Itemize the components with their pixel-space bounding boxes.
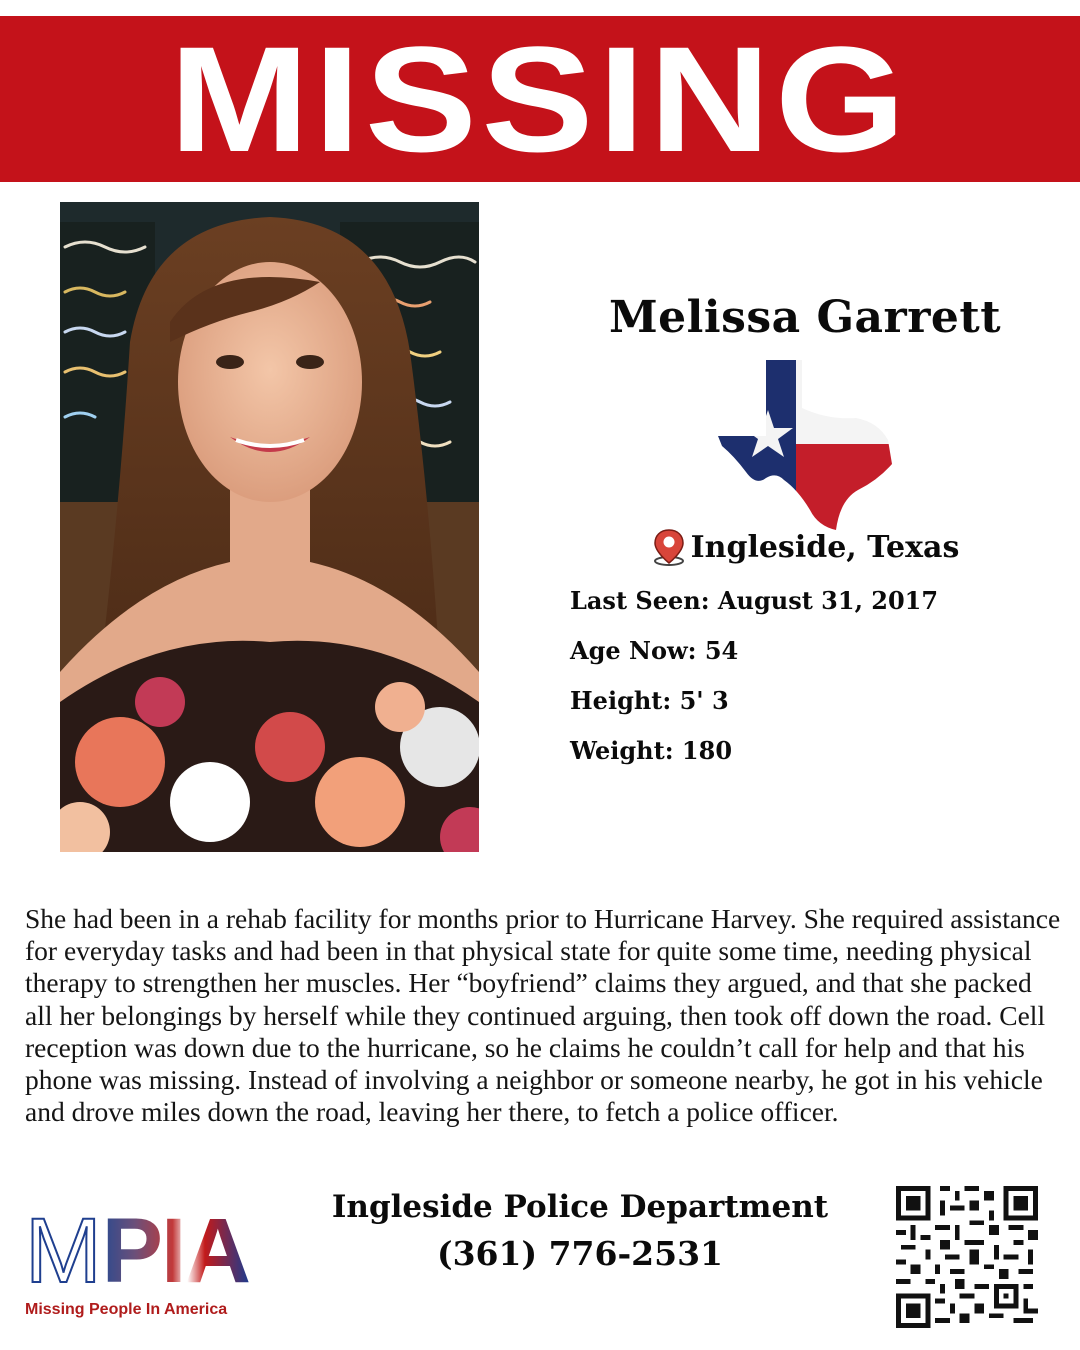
texas-flag-map <box>718 360 894 530</box>
last-known-location <box>540 528 1070 566</box>
missing-person-photo <box>60 202 479 852</box>
logo-letter-m: M <box>25 1200 102 1302</box>
contact-block <box>310 1186 850 1280</box>
logo-letters-pia: PIA <box>101 1200 250 1302</box>
case-description: She had been in a rehab facility for months prior to Hurricane Harvey. She required assistance for everyday tasks and had been in that physical state for quite some time, needing physical therapy to strengthen her muscles. Her “boyfriend” claims they argued, and that she packed all her belongings by herself while they continued arguing, then took off down the road. Cell reception was down due to the hurricane, so he claims he couldn’t call for help and that his phone was missing. Instead of involving a neighbor or someone nearby, he got in his vehicle and drove miles down the road, leaving her there, to fetch a police officer. <box>25 903 1061 1128</box>
location-text: Ingleside, Texas <box>690 529 960 565</box>
last-seen-date: Last Seen: August 31, 2017 <box>570 586 939 615</box>
missing-banner <box>0 16 1080 182</box>
contact-phone[interactable]: (361) 776-2531 <box>436 1234 724 1273</box>
person-name: Melissa Garrett <box>608 292 1002 343</box>
map-pin-icon <box>651 528 687 566</box>
weight: Weight: 180 <box>570 736 733 765</box>
mpia-logo <box>25 1200 277 1325</box>
age-now: Age Now: 54 <box>570 636 739 665</box>
height: Height: 5' 3 <box>570 686 729 715</box>
logo-tagline: Missing People In America <box>25 1301 228 1318</box>
banner-title: MISSING <box>169 15 911 183</box>
person-facts <box>570 585 938 785</box>
contact-organization: Ingleside Police Department <box>331 1189 829 1225</box>
qr-code[interactable] <box>896 1186 1038 1328</box>
